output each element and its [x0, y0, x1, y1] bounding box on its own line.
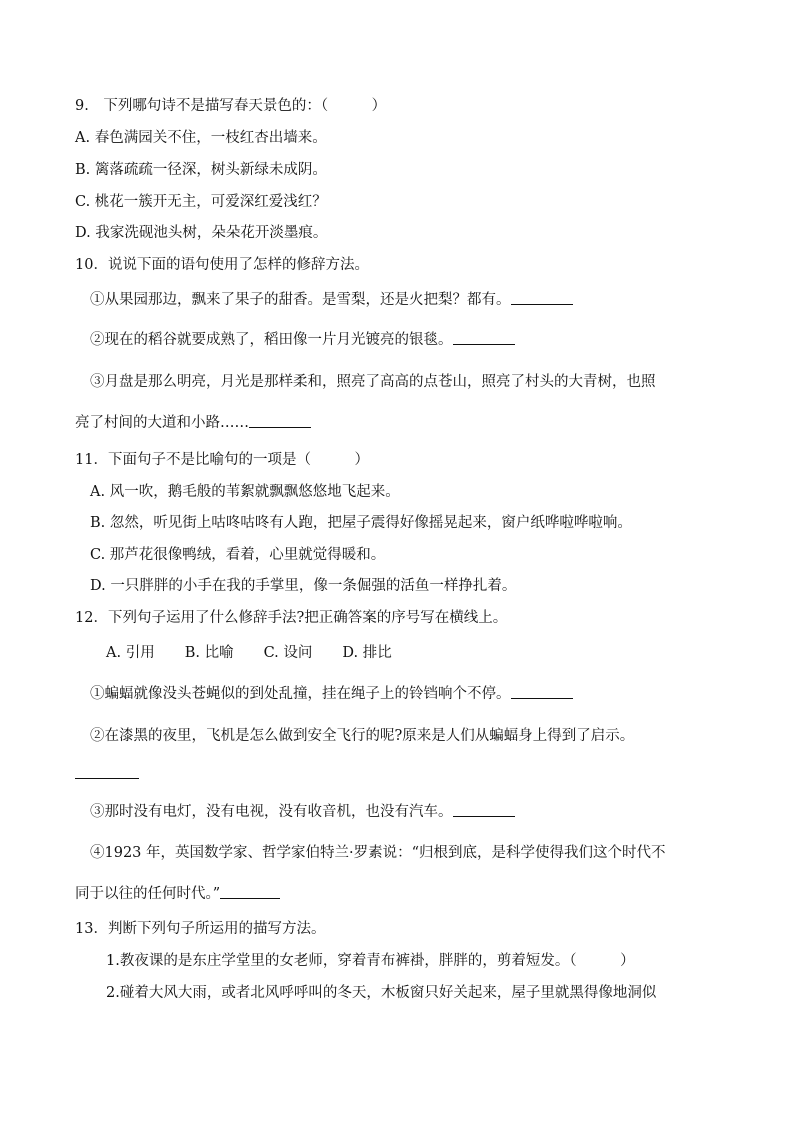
q12-choice-b: B. 比喻 [184, 645, 234, 661]
q12-item-2-cont [75, 764, 139, 784]
q12-item-2: ②在漆黑的夜里，飞机是怎么做到安全飞行的呢?原来是人们从蝙蝠身上得到了启示。 [90, 728, 635, 744]
q11-option-b: B. 忽然，听见街上咕咚咕咚有人跑，把屋子震得好像摇晃起来，窗户纸哗啦哗啦响。 [90, 515, 632, 531]
q11-stem: 11．下面句子不是比喻句的一项是（ ） [75, 452, 369, 468]
answer-blank[interactable] [220, 884, 280, 899]
q9-option-a: A. 春色满园关不住，一枝红杏出墙来。 [75, 130, 327, 146]
q10-item-1: ①从果园那边，飘来了果子的甜香。是雪梨，还是火把梨？都有。 [90, 290, 573, 310]
q13-item-2: 2.碰着大风大雨，或者北风呼呼叫的冬天，木板窗只好关起来，屋子里就黑得像地洞似 [106, 985, 657, 1001]
answer-blank[interactable] [249, 413, 311, 428]
q12-stem: 12．下列句子运用了什么修辞手法?把正确答案的序号写在横线上。 [75, 610, 508, 626]
q13-stem: 13．判断下列句子所运用的描写方法。 [75, 921, 326, 937]
q11-option-c: C. 那芦花很像鸭绒，看着，心里就觉得暖和。 [90, 547, 386, 563]
answer-blank[interactable] [511, 684, 573, 699]
q10-item-3: ③月盘是那么明亮，月光是那样柔和，照亮了高高的点苍山，照亮了村头的大青树，也照 [90, 374, 656, 390]
q9-option-d: D. 我家洗砚池头树，朵朵花开淡墨痕。 [75, 225, 328, 241]
q10-stem: 10．说说下面的语句使用了怎样的修辞方法。 [75, 257, 369, 273]
q11-option-a: A. 风一吹，鹅毛般的苇絮就飘飘悠悠地飞起来。 [90, 484, 400, 500]
q12-item-4: ④1923 年，英国数学家、哲学家伯特兰·罗素说：“归根到底，是科学使得我们这个时代不 [90, 845, 666, 861]
q12-choice-d: D. 排比 [342, 645, 392, 661]
q12-choice-a: A. 引用 [106, 645, 155, 661]
answer-blank[interactable] [511, 290, 573, 305]
q13-item-1: 1.教夜课的是东庄学堂里的女老师，穿着青布裤褂，胖胖的，剪着短发。（ ） [106, 953, 635, 969]
q10-item-2: ②现在的稻谷就要成熟了，稻田像一片月光镀亮的银毯。 [90, 330, 515, 350]
answer-blank[interactable] [453, 802, 515, 817]
answer-blank[interactable] [75, 764, 139, 779]
q12-item-3: ③那时没有电灯，没有电视，没有收音机，也没有汽车。 [90, 802, 515, 822]
q10-item-3-cont: 亮了村间的大道和小路…… [75, 413, 311, 433]
q9-option-b: B. 篱落疏疏一径深，树头新绿未成阴。 [75, 162, 327, 178]
q12-choice-c: C. 设问 [263, 645, 313, 661]
q11-option-d: D. 一只胖胖的小手在我的手掌里，像一条倔强的活鱼一样挣扎着。 [90, 578, 517, 594]
q9-option-c: C. 桃花一簇开无主，可爱深红爱浅红？ [75, 194, 327, 210]
answer-blank[interactable] [453, 330, 515, 345]
q9-stem: 9. 下列哪句诗不是描写春天景色的：（ ） [75, 98, 387, 114]
q12-item-4-cont: 同于以往的任何时代。” [75, 884, 280, 904]
q12-item-1: ①蝙蝠就像没头苍蝇似的到处乱撞，挂在绳子上的铃铛响个不停。 [90, 684, 573, 704]
q12-choices [106, 643, 422, 663]
